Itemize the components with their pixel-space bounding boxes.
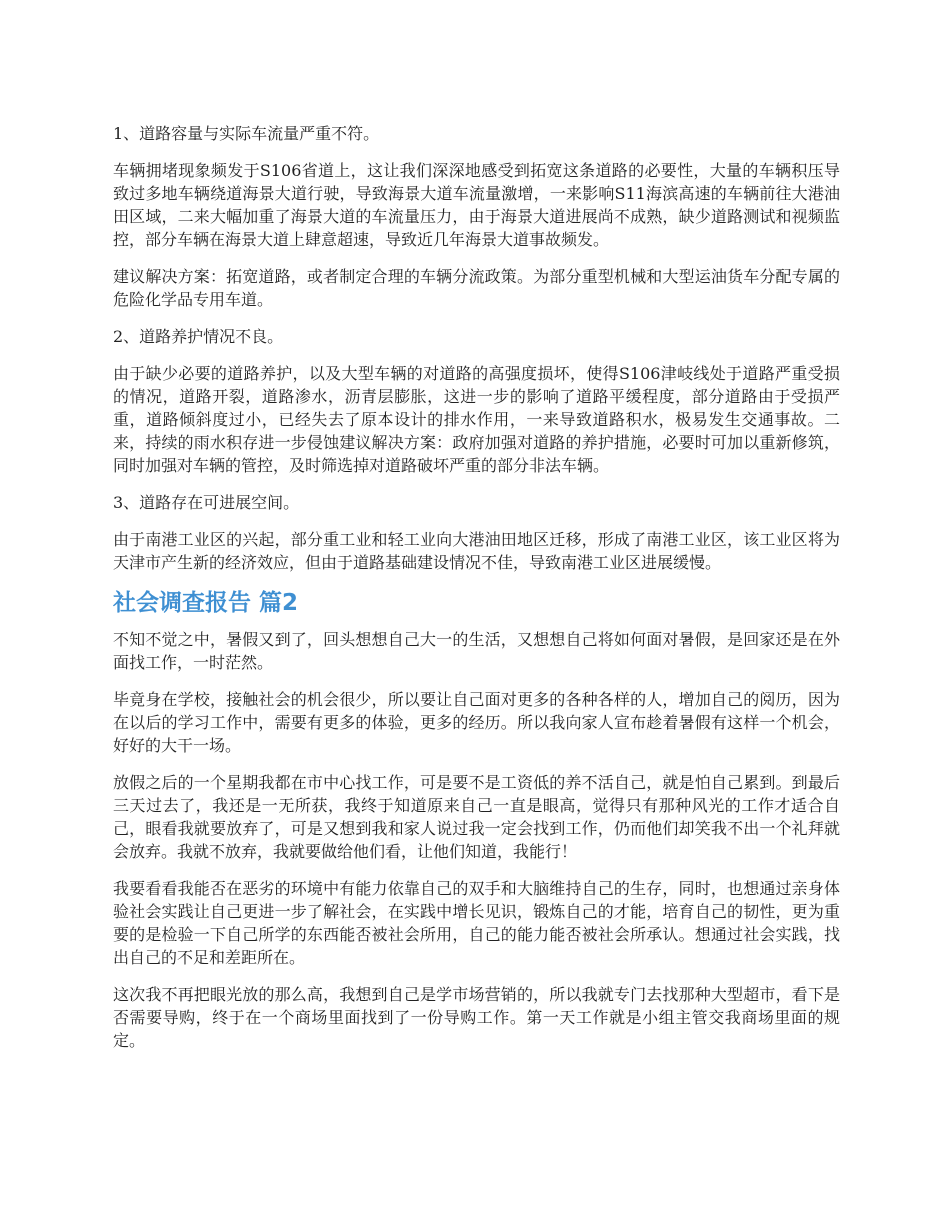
- body-paragraph: 不知不觉之中，暑假又到了，回头想想自己大一的生活，又想想自己将如何面对暑假，是回家还是在外面找工作，一时茫然。: [113, 630, 840, 672]
- body-paragraph: 放假之后的一个星期我都在市中心找工作，可是要不是工资低的养不活自己，就是怕自己累到。到最后三天过去了，我还是一无所获，我终于知道原来自己一直是眼高，觉得只有那种风光的工作才适合自己，眼看我就要放弃了，可是又想到我和家人说过我一定会找到工作，仍而他们却笑我不出一个礼拜就会放弃。我就不放弃，我就要做给他们看，让他们知道，我能行！: [113, 773, 840, 861]
- body-paragraph: 由于缺少必要的道路养护，以及大型车辆的对道路的高强度损坏，使得S106津岐线处于道路严重受损的情况，道路开裂，道路渗水，沥青层膨胀，这进一步的影响了道路平缓程度，部分道路由于受损严重，道路倾斜度过小，已经失去了原本设计的排水作用，一来导致道路积水，极易发生交通事故。二来，持续的雨水积存进一步侵蚀建议解决方案：政府加强对道路的养护措施，必要时可加以重新修筑，同时加强对车辆的管控，及时筛选掉对道路破坏严重的部分非法车辆。: [113, 364, 840, 475]
- body-paragraph: 毕竟身在学校，接触社会的机会很少，所以要让自己面对更多的各种各样的人，增加自己的阅历，因为在以后的学习工作中，需要有更多的体验，更多的经历。所以我向家人宣布趁着暑假有这样一个机会，好好的大干一场。: [113, 690, 840, 755]
- body-paragraph: 这次我不再把眼光放的那么高，我想到自己是学市场营销的，所以我就专门去找那种大型超市，看下是否需要导购，终于在一个商场里面找到了一份导购工作。第一天工作就是小组主管交我商场里面的规定。: [113, 985, 840, 1050]
- section-heading: 社会调查报告 篇2: [113, 590, 299, 616]
- list-item-heading-2: 2、道路养护情况不良。: [113, 327, 284, 346]
- list-item-heading-3: 3、道路存在可进展空间。: [113, 493, 300, 512]
- list-item-heading-1: 1、道路容量与实际车流量严重不符。: [113, 124, 380, 143]
- body-paragraph: 车辆拥堵现象频发于S106省道上，这让我们深深地感受到拓宽这条道路的必要性，大量的车辆积压导致过多地车辆绕道海景大道行驶，导致海景大道车流量激增，一来影响S11海滨高速的车辆前往大港油田区域，二来大幅加重了海景大道的车流量压力，由于海景大道进展尚不成熟，缺少道路测试和视频监控，部分车辆在海景大道上肆意超速，导致近几年海景大道事故频发。: [113, 161, 840, 249]
- body-paragraph: 我要看看我能否在恶劣的环境中有能力依靠自己的双手和大脑维持自己的生存，同时，也想通过亲身体验社会实践让自己更进一步了解社会，在实践中增长见识，锻炼自己的才能，培育自己的韧性，更为重要的是检验一下自己所学的东西能否被社会所用，自己的能力能否被社会所承认。想通过社会实践，找出自己的不足和差距所在。: [113, 879, 840, 967]
- body-paragraph: 由于南港工业区的兴起，部分重工业和轻工业向大港油田地区迁移，形成了南港工业区，该工业区将为天津市产生新的经济效应，但由于道路基础建设情况不佳，导致南港工业区进展缓慢。: [113, 530, 840, 572]
- body-paragraph: 建议解决方案：拓宽道路，或者制定合理的车辆分流政策。为部分重型机械和大型运油货车分配专属的危险化学品专用车道。: [113, 267, 840, 309]
- document-page: [113, 122, 840, 1066]
